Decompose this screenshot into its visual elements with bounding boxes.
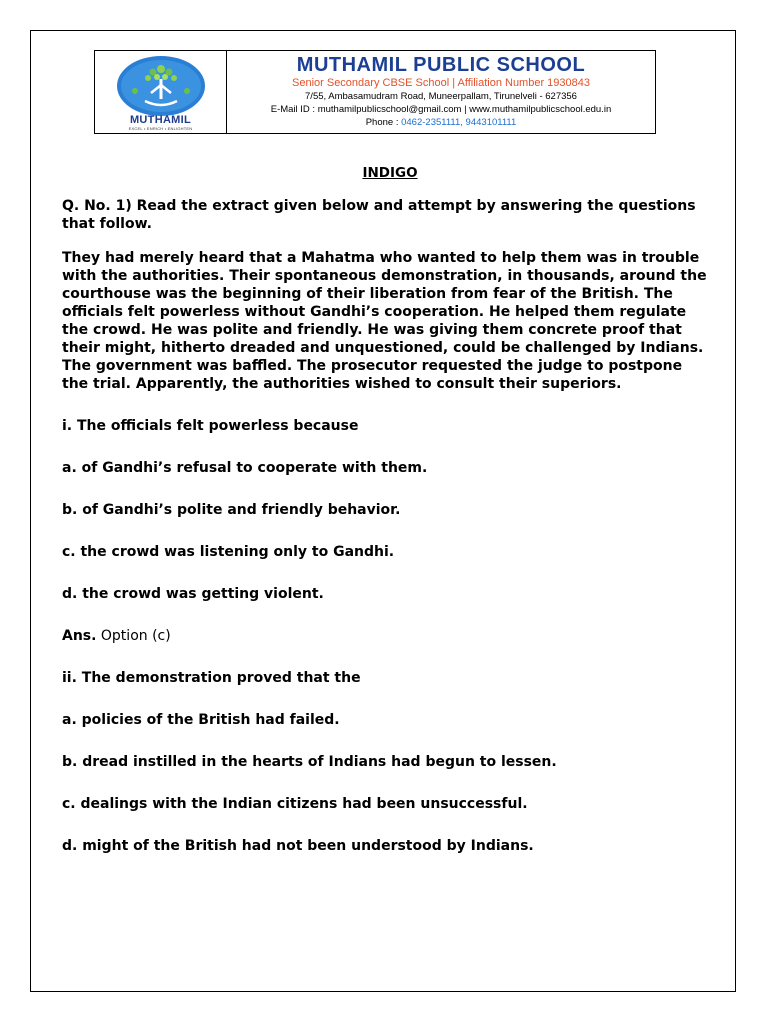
question-stem: ii. The demonstration proved that the bbox=[62, 670, 361, 686]
phone-numbers: 0462-2351111, 9443101111 bbox=[401, 117, 517, 128]
option-item: c. the crowd was listening only to Gandhi. bbox=[62, 544, 395, 560]
document-title: INDIGO bbox=[362, 165, 418, 181]
answer-label: Ans. bbox=[62, 628, 97, 644]
school-address: 7/55, Ambasamudram Road, Muneerpallam, Tirunelveli - 627356 bbox=[305, 91, 577, 102]
answer-text: Option (c) bbox=[96, 628, 171, 644]
school-affiliation: Senior Secondary CBSE School | Affiliation Number 1930843 bbox=[292, 77, 590, 89]
school-name: MUTHAMIL PUBLIC SCHOOL bbox=[296, 54, 586, 76]
answer-line bbox=[62, 627, 712, 645]
option-item: d. might of the British had not been understood by Indians. bbox=[62, 838, 534, 854]
question-stem: i. The officials felt powerless because bbox=[62, 418, 359, 434]
phone-label: Phone : bbox=[365, 117, 402, 128]
option-item: d. the crowd was getting violent. bbox=[62, 586, 324, 602]
school-logo bbox=[95, 51, 227, 133]
logo-tagline: EXCEL • ENRICH • ENLIGHTEN bbox=[128, 126, 193, 131]
logo-emblem-icon bbox=[101, 53, 221, 117]
option-item: a. of Gandhi’s refusal to cooperate with them. bbox=[62, 460, 428, 476]
school-contact: E-Mail ID : muthamilpublicschool@gmail.com | www.muthamilpublicschool.edu.in bbox=[270, 104, 612, 115]
logo-name: MUTHAMIL bbox=[129, 114, 192, 126]
school-phone bbox=[227, 116, 655, 129]
school-info bbox=[227, 51, 655, 133]
option-item: b. of Gandhi’s polite and friendly behavior. bbox=[62, 502, 401, 518]
question-heading: Q. No. 1) Read the extract given below and attempt by answering the questions that follow. bbox=[62, 198, 696, 232]
extract-passage: They had merely heard that a Mahatma who wanted to help them was in trouble with the authorities. Their spontaneous demonstration, in thousands, around the courthouse was the beginning of their liberation from fear of the British. The officials felt powerless without Gandhi’s cooperation. He helped them regulate the crowd. He was polite and friendly. He was giving them concrete proof that their might, hitherto dreaded and unquestioned, could be challenged by Indians. The government was baffled. The prosecutor requested the judge to postpone the trial. Apparently, the authorities wished to consult their superiors. bbox=[62, 250, 707, 392]
option-item: b. dread instilled in the hearts of Indians had begun to lessen. bbox=[62, 754, 557, 770]
option-item: c. dealings with the Indian citizens had been unsuccessful. bbox=[62, 796, 528, 812]
option-item: a. policies of the British had failed. bbox=[62, 712, 340, 728]
letterhead bbox=[94, 50, 656, 134]
worksheet-content bbox=[62, 165, 712, 879]
